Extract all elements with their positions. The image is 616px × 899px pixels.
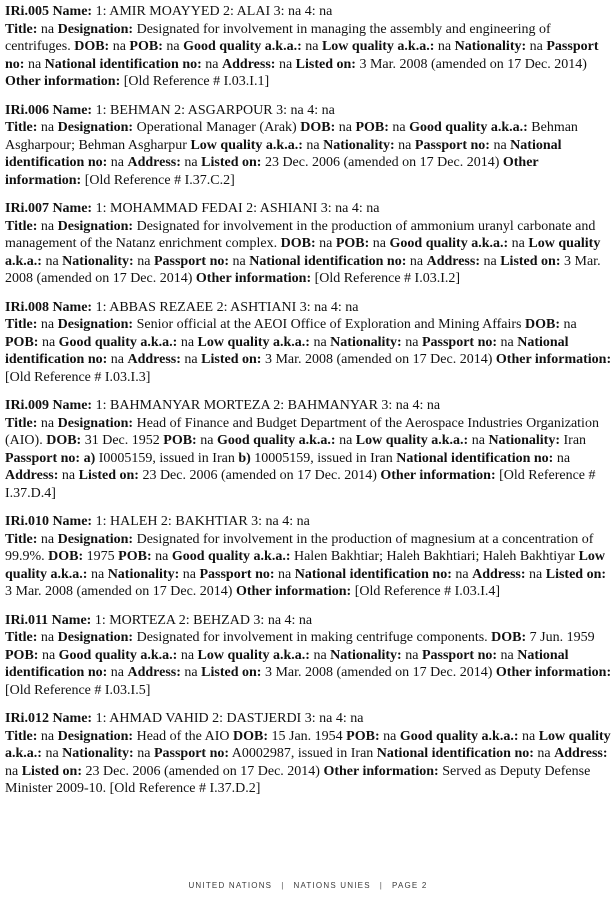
field-label: Good quality a.k.a.: [171, 549, 291, 564]
field-label: Nationality: [488, 433, 560, 448]
field-value: na [37, 415, 58, 431]
field-label: POB: [129, 39, 163, 54]
field-label: Low quality a.k.a.: [5, 728, 611, 761]
field-value: na [37, 317, 58, 332]
field-value: Designated for involvement in the production of magnesium at a concentration of 99.9%. [5, 531, 594, 564]
field-label: b) [238, 450, 251, 466]
field-label: Designation: [57, 415, 134, 431]
field-label: Other information: [495, 352, 612, 367]
field-value: Designated for involvement in making centrifuge components. [133, 630, 492, 645]
field-value: na [41, 253, 63, 269]
field-label: National identification no: [44, 56, 202, 72]
field-value: na [201, 56, 223, 72]
field-value: na [107, 155, 128, 170]
field-value: na [315, 236, 336, 251]
field-value: na [37, 218, 58, 234]
field-value: na [37, 531, 58, 547]
field-label: DOB: [280, 236, 316, 251]
field-label: Low quality a.k.a.: [190, 137, 303, 153]
sanctions-entry-IRi.012 [5, 710, 612, 798]
field-value: na [388, 120, 410, 135]
field-label: Designation: [57, 218, 134, 234]
field-label: Nationality: [62, 746, 134, 761]
field-value: [Old Reference # I.03.I.2] [311, 271, 461, 286]
field-label: National identification no: [396, 450, 554, 466]
field-label: POB: [355, 120, 389, 135]
field-label: Good quality a.k.a.: [389, 236, 509, 251]
field-label: Nationality: [62, 253, 134, 269]
field-label: Passport no: [421, 334, 498, 350]
field-value: Designated for involvement in the production of ammonium uranyl carbonate and management of the Natanz enrichment complex. [5, 218, 596, 251]
footer-separator: | [281, 881, 285, 890]
field-label: Good quality a.k.a.: [58, 334, 178, 350]
field-value: [Old Reference # I.03.I.5] [5, 682, 151, 698]
field-value: na [518, 728, 539, 744]
field-label: National identification no: [376, 746, 534, 761]
field-label: Passport no: [5, 39, 599, 72]
field-value: na [406, 253, 427, 269]
field-label: Low quality a.k.a.: [197, 647, 310, 663]
field-label: Title: [5, 415, 38, 431]
field-value: 1: MORTEZA 2: BEHZAD 3: na 4: na [91, 612, 313, 628]
field-value: na [37, 21, 58, 37]
field-label: IRi.007 Name: [5, 201, 93, 216]
field-label: Other information: [323, 763, 439, 779]
field-value: na [179, 566, 200, 582]
field-value: na [133, 253, 154, 269]
field-value: na [107, 665, 128, 680]
field-value: na [560, 317, 577, 332]
field-label: Passport no: [414, 137, 490, 153]
field-value: 1: AHMAD VAHID 2: DASTJERDI 3: na 4: na [92, 711, 364, 726]
footer-page-number: PAGE 2 [392, 881, 428, 890]
field-value: 1975 [83, 549, 119, 564]
field-value: na [335, 433, 356, 448]
field-value: 1: BAHMANYAR MORTEZA 2: BAHMANYAR 3: na 4: na [92, 398, 441, 413]
field-value: na [369, 236, 390, 251]
field-label: Address: [222, 56, 276, 72]
field-label: DOB: [48, 549, 84, 564]
field-label: Designation: [57, 630, 134, 645]
field-label: Listed on: [201, 352, 262, 367]
field-label: Designation: [57, 317, 134, 332]
field-label: Other information: [5, 155, 539, 188]
field-label: Passport no: [153, 746, 230, 761]
field-label: IRi.010 Name: [5, 514, 93, 529]
field-value: na [38, 647, 59, 663]
field-value: 31 Dec. 1952 [81, 433, 164, 448]
field-label: Listed on: [21, 763, 83, 779]
field-value: na [180, 352, 202, 367]
field-value: na [177, 334, 198, 350]
sanctions-entry-IRi.010 [5, 513, 612, 601]
field-value: na [37, 120, 58, 135]
field-value: na [109, 39, 130, 54]
field-label: a) [83, 450, 96, 466]
field-label: Listed on: [295, 56, 356, 72]
field-value: na [302, 137, 324, 153]
field-value: 3 Mar. 2008 (amended on 17 Dec. 2014) [261, 665, 496, 680]
field-value: [Old Reference # I.37.D.4] [5, 468, 596, 501]
field-label: Other information: [380, 468, 496, 483]
field-value: na [180, 665, 202, 680]
field-value: na [87, 566, 108, 582]
field-label: Nationality: [323, 137, 395, 153]
field-value: 1: ABBAS REZAEE 2: ASHTIANI 3: na 4: na [92, 299, 359, 315]
field-label: Title: [5, 317, 38, 332]
field-label: Listed on: [545, 566, 607, 582]
field-value: na [394, 137, 415, 153]
field-value: na [451, 566, 473, 582]
field-value: na [38, 334, 59, 350]
field-label: Title: [5, 120, 38, 135]
field-label: IRi.005 Name: [5, 4, 93, 19]
field-value: A0002987, issued in Iran [229, 746, 377, 761]
field-value: Iran [560, 433, 587, 448]
field-value: na [533, 746, 555, 761]
field-value: na [5, 763, 22, 779]
field-value: na [41, 746, 63, 761]
field-label: Designation: [57, 120, 134, 135]
field-value: Served as Deputy Defense Minister 2009-10. [Old Reference # I.37.D.2] [5, 763, 591, 796]
field-label: Title: [5, 21, 38, 37]
field-label: DOB: [300, 120, 336, 135]
field-label: Nationality: [107, 566, 180, 582]
field-value: na [37, 728, 58, 744]
field-value: I0005159, issued in Iran [95, 450, 239, 466]
field-value: na [58, 468, 79, 483]
field-value: [Old Reference # I.03.I.4] [351, 584, 501, 599]
field-label: POB: [118, 549, 152, 564]
field-value: na [525, 566, 546, 582]
field-value: na [335, 120, 356, 135]
field-label: Designation: [57, 728, 134, 744]
field-label: Passport no: [153, 253, 230, 269]
field-value: Halen Bakhtiar; Haleh Bakhtiari; Haleh Bakhtiyar [290, 549, 579, 564]
field-value: Senior official at the AEOI Office of Exploration and Mining Affairs [133, 317, 525, 332]
sanctions-entry-IRi.006 [5, 102, 612, 190]
field-value: na [107, 352, 128, 367]
field-label: IRi.009 Name: [5, 398, 93, 413]
field-value: na [553, 450, 571, 466]
field-value: [Old Reference # I.03.I.3] [5, 369, 151, 385]
field-value: na [489, 137, 511, 153]
field-value: 3 Mar. 2008 (amended on 17 Dec. 2014) [5, 253, 601, 286]
field-value: 23 Dec. 2006 (amended on 17 Dec. 2014) [138, 468, 381, 483]
field-label: POB: [5, 334, 39, 350]
field-label: Title: [5, 728, 38, 744]
sanctions-entry-IRi.009 [5, 397, 612, 502]
field-label: Listed on: [201, 155, 262, 170]
field-label: Address: [127, 155, 181, 170]
field-value: 23 Dec. 2006 (amended on 17 Dec. 2014) [261, 155, 503, 170]
field-label: Address: [426, 253, 480, 269]
field-label: Other information: [195, 271, 312, 286]
field-label: Passport no: [421, 647, 498, 663]
field-label: IRi.012 Name: [5, 711, 93, 726]
field-label: POB: [335, 236, 370, 251]
field-label: POB: [163, 433, 197, 448]
field-value: Behman Asgharpour; Behman Asgharpur [5, 120, 578, 153]
field-value: na [379, 728, 400, 744]
field-label: National identification no: [5, 137, 562, 170]
field-value: 3 Mar. 2008 (amended on 17 Dec. 2014) [355, 56, 587, 72]
sanctions-entry-IRi.005 [5, 3, 612, 91]
field-label: Low quality a.k.a.: [5, 549, 606, 582]
field-label: Nationality: [330, 334, 402, 350]
field-value: na [508, 236, 529, 251]
field-value: 1: HALEH 2: BAKHTIAR 3: na 4: na [92, 514, 310, 529]
field-label: Listed on: [201, 665, 262, 680]
field-label: Designation: [57, 531, 134, 547]
field-value: 1: MOHAMMAD FEDAI 2: ASHIANI 3: na 4: na [92, 201, 380, 216]
field-label: Other information: [235, 584, 352, 599]
field-value: na [526, 39, 547, 54]
field-label: National identification no: [294, 566, 452, 582]
field-value: na [162, 39, 184, 54]
field-label: DOB: [491, 630, 527, 645]
field-value: 3 Mar. 2008 (amended on 17 Dec. 2014) [261, 352, 496, 367]
sanctions-entry-IRi.011 [5, 612, 612, 700]
field-value: Designated for involvement in managing the assembly and engineering of centrifuges. [5, 21, 551, 54]
field-label: National identification no: [5, 334, 569, 367]
field-label: Good quality a.k.a.: [58, 647, 178, 663]
field-label: National identification no: [249, 253, 407, 269]
field-label: Title: [5, 630, 38, 645]
field-value: 23 Dec. 2006 (amended on 17 Dec. 2014) [82, 763, 324, 779]
field-value: na [497, 334, 518, 350]
field-value: na [229, 253, 250, 269]
field-label: Good quality a.k.a.: [216, 433, 336, 448]
field-value: 1: BEHMAN 2: ASGARPOUR 3: na 4: na [92, 102, 335, 118]
field-label: DOB: [46, 433, 82, 448]
field-value: Head of the AIO [133, 728, 233, 744]
field-label: DOB: [525, 317, 560, 332]
field-label: Address: [472, 566, 526, 582]
field-value: na [177, 647, 198, 663]
field-label: Nationality: [330, 647, 402, 663]
field-label: Good quality a.k.a.: [399, 728, 519, 744]
footer-united-nations: UNITED NATIONS [188, 881, 273, 890]
field-label: Good quality a.k.a.: [183, 39, 302, 54]
field-value: na [468, 433, 489, 448]
field-label: Listed on: [500, 253, 561, 269]
field-value: [Old Reference # I.37.C.2] [81, 172, 235, 188]
sanctions-entry-IRi.007 [5, 200, 612, 288]
field-label: IRi.006 Name: [5, 102, 93, 118]
field-label: Nationality: [454, 39, 527, 54]
field-value: 3 Mar. 2008 (amended on 17 Dec. 2014) [5, 584, 236, 599]
sanctions-entries-list [5, 3, 612, 798]
field-label: Low quality a.k.a.: [5, 236, 601, 269]
field-value: na [196, 433, 217, 448]
field-label: Good quality a.k.a.: [409, 120, 528, 135]
field-label: IRi.011 Name: [5, 612, 92, 628]
field-label: Listed on: [78, 468, 139, 483]
field-value: 7 Jun. 1959 [526, 630, 595, 645]
field-value: na [274, 566, 295, 582]
field-value: na [497, 647, 518, 663]
field-label: Low quality a.k.a.: [197, 334, 310, 350]
field-label: Title: [5, 218, 38, 234]
field-value: na [180, 155, 202, 170]
field-label: POB: [5, 647, 39, 663]
field-label: Designation: [57, 21, 134, 37]
field-label: POB: [346, 728, 380, 744]
field-value: 10005159, issued in Iran [250, 450, 397, 466]
field-value: na [480, 253, 501, 269]
field-label: DOB: [74, 39, 110, 54]
field-value: Head of Finance and Budget Department of the Aerospace Industries Organization (AIO). [5, 415, 599, 448]
field-label: National identification no: [5, 647, 569, 680]
field-label: Address: [5, 468, 59, 483]
field-value: na [401, 334, 422, 350]
field-value: 1: AMIR MOAYYED 2: ALAI 3: na 4: na [92, 4, 333, 19]
field-value: 15 Jan. 1954 [268, 728, 347, 744]
footer-separator: | [379, 881, 384, 890]
field-label: Other information: [5, 74, 121, 89]
field-value: na [24, 56, 45, 72]
field-value: na [151, 549, 172, 564]
field-value: na [434, 39, 455, 54]
field-label: IRi.008 Name: [5, 299, 93, 315]
field-label: Address: [127, 665, 181, 680]
field-value: na [37, 630, 58, 645]
page-footer [0, 881, 616, 890]
field-label: DOB: [233, 728, 268, 744]
field-value: na [309, 647, 331, 663]
field-value: Operational Manager (Arak) [133, 120, 301, 135]
field-value: na [309, 334, 331, 350]
footer-nations-unies: NATIONS UNIES [293, 881, 371, 890]
sanctions-entry-IRi.008 [5, 299, 612, 387]
field-label: Low quality a.k.a.: [355, 433, 469, 448]
field-value: na [275, 56, 296, 72]
field-label: Other information: [495, 665, 612, 680]
field-value: na [401, 647, 422, 663]
field-value: na [301, 39, 322, 54]
field-label: Passport no: [199, 566, 275, 582]
field-label: Address: [127, 352, 181, 367]
field-label: Title: [5, 531, 38, 547]
field-label: Address: [554, 746, 608, 761]
field-label: Low quality a.k.a.: [321, 39, 435, 54]
field-value: [Old Reference # I.03.I.1] [120, 74, 270, 89]
field-value: na [133, 746, 154, 761]
field-label: Passport no: [5, 450, 81, 466]
